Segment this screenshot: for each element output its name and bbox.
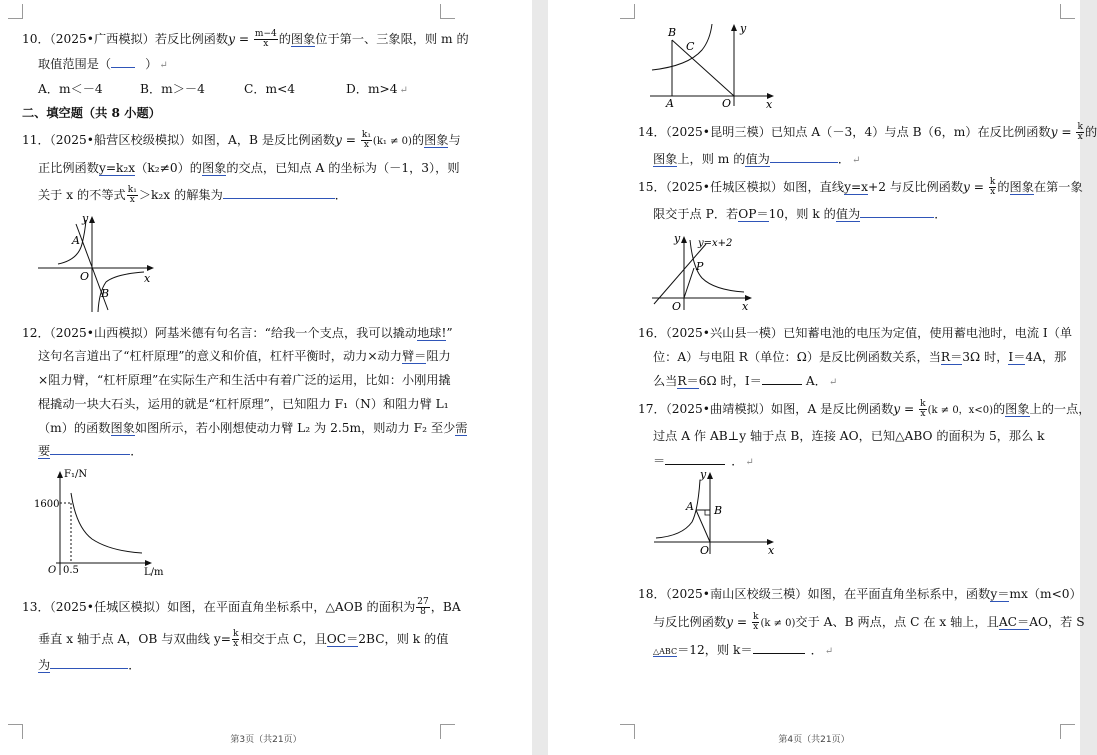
label-o: O [722,97,732,110]
y-axis-label: F₁/N [64,469,88,480]
q11-line2: 正比例函数y=k₂x（k₂≠0）的图象的交点，已知点 A 的坐标为（－1，3），则 [38,161,460,175]
y-axis-arrow [707,472,713,479]
answer-blank[interactable] [860,217,934,218]
q17-line2: 过点 A 作 AB⊥y 轴于点 B，连接 AO，已知△ABO 的面积为 5，那么 k [653,429,1045,443]
section-heading: 二、填空题（共 8 小题） [22,106,161,120]
answer-blank[interactable] [111,67,135,68]
q11-line3: 关于 x 的不等式 $\frac{\text{k₁}}{x}$ ＞k₂x 的解集为 ． [38,185,347,205]
label-y: y [740,22,747,35]
page-4 [548,0,1097,755]
q17-line1: 17．（2025•曲靖模拟）如图，A 是反比例函数y = $\frac{k}{x}$ (k ≠ 0，x<0)的图象上的一点， [638,399,1091,419]
right-angle-mark [705,510,710,515]
q13-line1: 13．（2025•任城区模拟）如图，在平面直角坐标系中，△AOB 的面积为 $\frac{27}{8}$ ，BA [22,597,461,617]
q14-line2: 图象上，则 m 的值为 ． ↵ [653,152,861,166]
line-label: y=x+2 [698,238,733,249]
q13-line3: 为 ． [38,658,141,672]
q16-line1: 16．（2025•兴山县一模）已知蓄电池的电压为定值，使用蓄电池时，电流 I（单 [638,326,1073,340]
label-x: x [766,98,773,111]
answer-blank[interactable] [50,668,128,669]
y-axis-arrow [89,216,95,223]
answer-blank[interactable] [762,384,802,385]
q10-line1: 10．（2025•广西模拟）若反比例函数y = $\frac{m-4}{x}$ 的图象位于第一、三象限，则 m 的 [22,29,469,49]
answer-blank[interactable] [770,162,838,163]
label-a: A [686,500,694,513]
crop-mark [620,4,635,19]
q16-line3: 么当R＝6Ω 时，I＝ A． ↵ [653,374,838,388]
q18-line2: 与反比例函数y = $\frac{k}{x}$ (k ≠ 0)交于 A、B 两点，点 C 在 x 轴上，且AC＝AO，若 S [653,612,1085,632]
q14-line1: 14．（2025•昆明三模）已知点 A（－3，4）与点 B（6，m）在反比例函数y = $\frac{k}{x}$ 的 [638,122,1097,142]
x-axis-label: L/m [144,567,164,578]
q12-line1: 12．（2025•山西模拟）阿基米德有句名言：“给我一个支点，我可以撬动地球!” [22,326,453,340]
line-y-x-plus-2 [654,244,706,304]
q12-line2: 这句名言道出了“杠杆原理”的意义和价值，杠杆平衡时，动力×动力臂＝阻力 [38,349,451,363]
q10-options: A．m＜－4 B．m＞－4 C．m<4 D．m>4 ↵ [38,82,408,96]
x-tick-0.5: 0.5 [63,565,79,576]
q15-line2: 限交于点 P．若OP＝10，则 k 的值为 ． [653,207,947,221]
q15-line1: 15．（2025•任城区模拟）如图，直线y=x+2 与反比例函数y = $\frac{k}{x}$ 的图象在第一象 [638,177,1083,197]
q12-line5: （m）的函数图象如图所示，若小刚想使动力臂 L₂ 为 2.5m，则动力 F₂ 至少需 [38,421,468,435]
label-c: C [686,40,695,53]
y-axis-arrow [731,24,737,31]
page-3 [0,0,532,755]
page-footer: 第3页（共21页） [230,735,302,745]
y-axis-arrow [57,471,63,478]
q18-line1: 18．（2025•南山区校级三模）如图，在平面直角坐标系中，函数y＝mx（m<0） [638,587,1082,601]
crop-mark [1060,4,1075,19]
q12-line6: 要 ． [38,444,143,458]
answer-blank[interactable] [223,198,335,199]
answer-blank[interactable] [753,653,805,654]
label-b: B [668,26,677,39]
option-c[interactable]: C．m<4 [244,82,296,96]
q12-line4: 棍撬动一块大石头，运用的就是“杠杆原理”，已知阻力 F₁（N）和阻力臂 L₁ [38,397,449,411]
label-b: B [101,287,110,300]
crop-mark [440,4,455,19]
answer-blank[interactable] [665,464,725,465]
q18-line3: △ABC＝12，则 k＝ ． ↵ [653,643,834,657]
label-y: y [674,232,681,245]
inverse-curve [71,493,142,553]
y-tick-1600: 1600 [34,499,60,510]
hyperbola [652,24,712,70]
label-x: x [742,300,749,313]
q11-line1: 11．（2025•船营区校级模拟）如图，A，B 是反比例函数y = $\frac{\text{k₁}}{x}$ (k₁ ≠ 0)的图象与 [22,130,461,150]
page-footer: 第4页（共21页） [778,735,850,745]
y-axis-arrow [681,236,687,243]
label-p: P [696,260,704,273]
label-y: y [700,468,707,481]
segment-op [684,268,694,298]
crop-mark [8,4,23,19]
label-o: O [48,565,57,576]
label-a: A [666,97,674,110]
label-a: A [72,234,80,247]
label-x: x [768,544,775,557]
option-b[interactable]: B．m＞－4 [140,82,205,96]
q17-line3: ＝ ． ↵ [653,454,754,468]
option-a[interactable]: A．m＜－4 [38,82,103,96]
x-axis-arrow [145,560,152,566]
q10-line2: 取值范围是（ ） ↵ [38,57,168,71]
q12-line3: ×阻力臂，“杠杆原理”在实际生产和生活中有着广泛的运用，比如：小刚用撬 [38,373,451,387]
q12-figure [30,463,180,583]
option-d[interactable]: D．m>4 [346,82,398,96]
label-o: O [700,544,710,557]
q13-figure [648,20,783,110]
q11-figure [36,212,161,314]
label-b: B [714,504,723,517]
q15-figure [650,230,760,312]
q13-line2: 垂直 x 轴于点 A，OB 与双曲线 y= $\frac{k}{x}$ 相交于点 C，且OC＝2BC，则 k 的值 [38,629,449,649]
label-o: O [80,270,90,283]
q17-figure [652,466,782,558]
label-x: x [144,272,151,285]
x-axis-arrow [147,265,154,271]
q16-line2: 位：A）与电阻 R（单位：Ω）是反比例函数关系，当R＝3Ω 时，I＝4A，那 [653,350,1067,364]
answer-blank[interactable] [50,454,130,455]
label-y: y [82,212,89,225]
label-o: O [672,300,682,313]
